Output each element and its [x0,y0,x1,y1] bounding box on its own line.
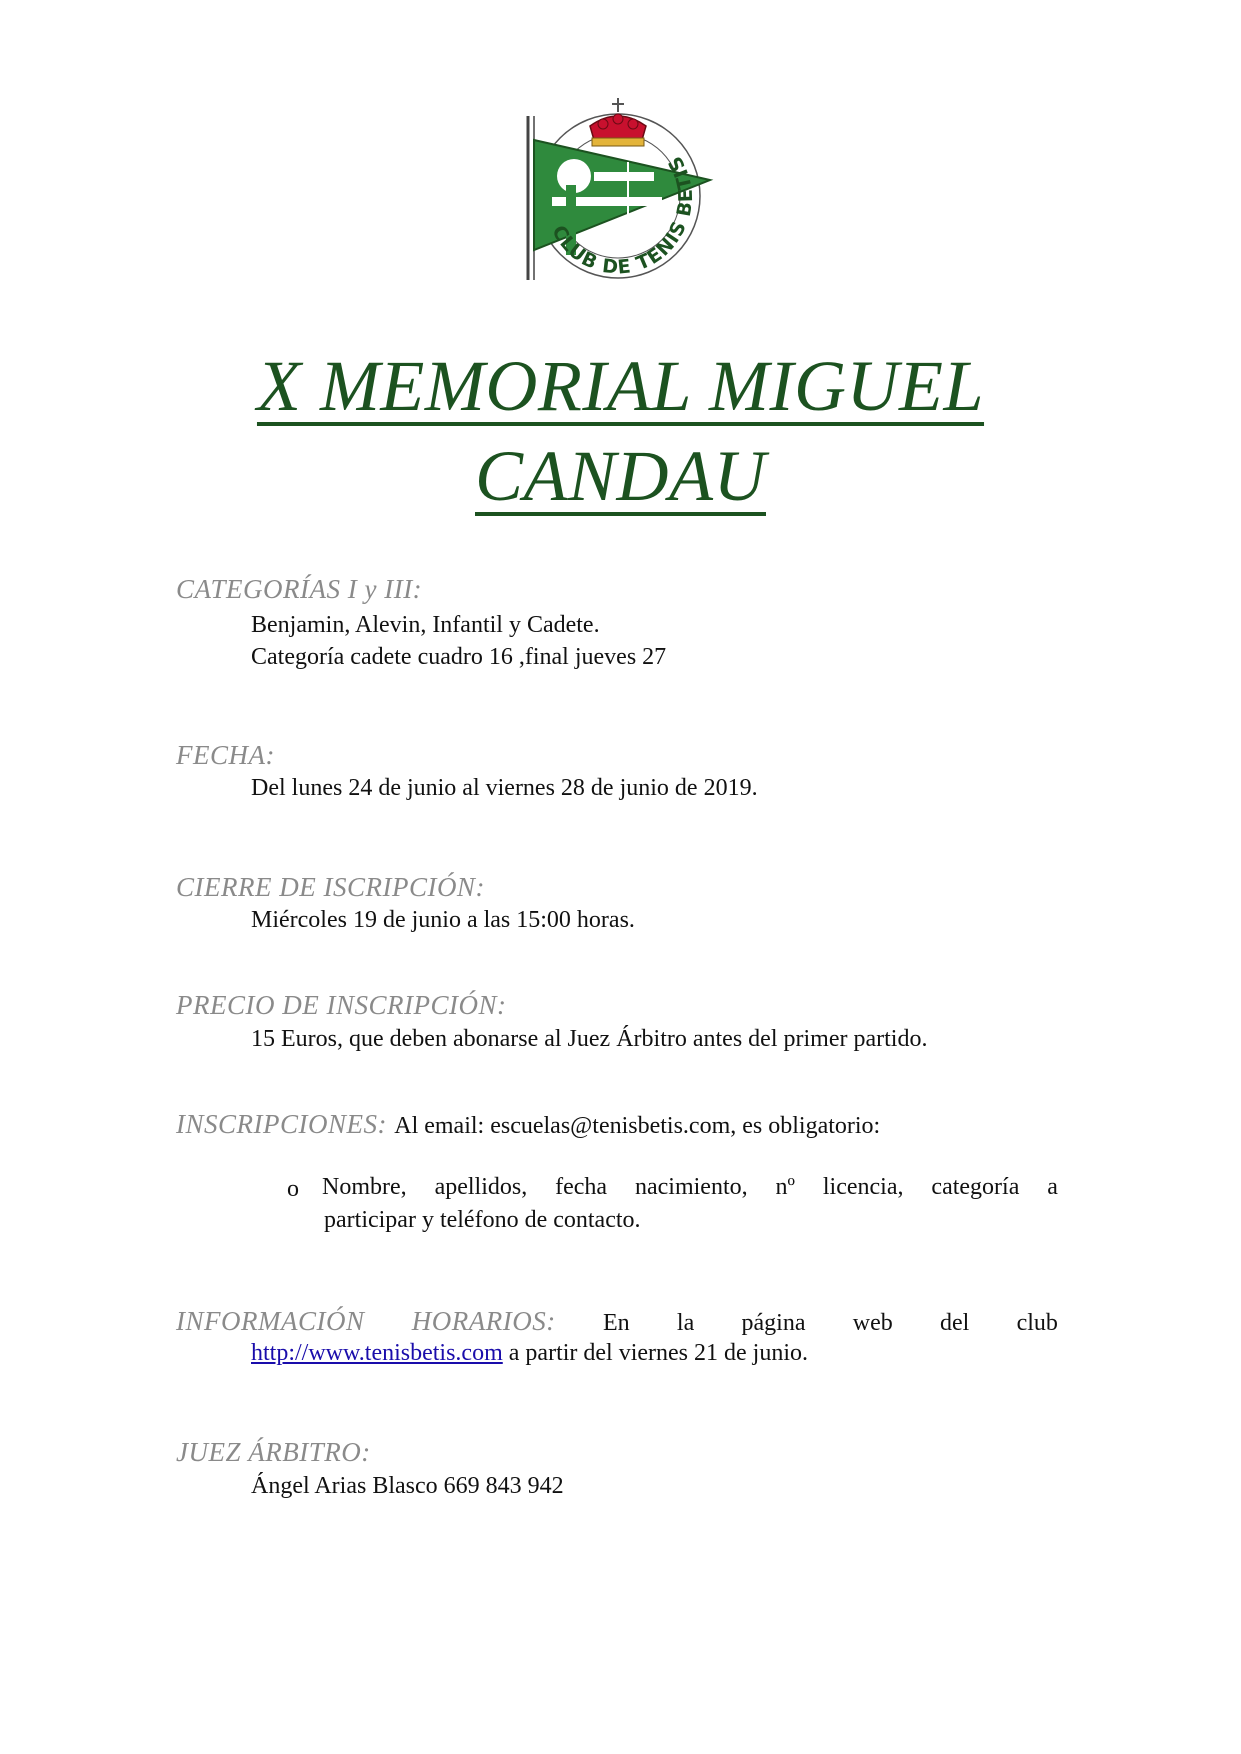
horarios-word: página [741,1310,806,1336]
inscripciones-label-text: INSCRIPCIONES: [176,1109,387,1139]
bullet-line-1 [322,1174,1058,1201]
bullet-line-2: participar y teléfono de contacto. [324,1207,641,1233]
title-line-1: X MEMORIAL MIGUEL [256,346,985,426]
bullet-word: licencia, [822,1174,904,1200]
precio-label: PRECIO DE INSCRIPCIÓN: [176,990,507,1020]
bullet-word: categoría [931,1174,1020,1200]
horarios-line-2 [251,1340,808,1367]
juez-text: Ángel Arias Blasco 669 843 942 [251,1473,564,1499]
horarios-word: del [940,1310,970,1336]
fecha-text: Del lunes 24 de junio al viernes 28 de junio de 2019. [251,775,758,801]
club-website-link[interactable]: http://www.tenisbetis.com [251,1340,503,1366]
categorias-line-1: Benjamin, Alevin, Infantil y Cadete. [251,612,600,638]
bullet-word: Nombre, [322,1174,407,1200]
club-logo [508,80,724,286]
horarios-line-2-rest: a partir del viernes 21 de junio. [508,1340,809,1366]
crown-icon [590,98,646,146]
bullet-marker: o [287,1176,299,1202]
fecha-label: FECHA: [176,740,275,770]
cierre-label: CIERRE DE ISCRIPCIÓN: [176,872,485,902]
bullet-word: nº [775,1174,795,1200]
bullet-word: nacimiento, [634,1174,748,1200]
bullet-word: fecha [555,1174,608,1200]
inscripciones-text: Al email: escuelas@tenisbetis.com, es obligatorio: [394,1113,881,1139]
title-line-2: CANDAU [475,436,766,516]
svg-text:CLUB DE TENIS BETIS: CLUB DE TENIS BETIS [547,151,698,279]
precio-text: 15 Euros, que deben abonarse al Juez Árbitro antes del primer partido. [251,1026,928,1052]
horarios-word: club [1016,1310,1058,1336]
horarios-label-word: INFORMACIÓN [176,1306,365,1336]
cierre-text: Miércoles 19 de junio a las 15:00 horas. [251,907,635,933]
categorias-line-2: Categoría cadete cuadro 16 ,final jueves 27 [251,644,667,670]
horarios-word: la [676,1310,695,1336]
inscripciones-label [176,1109,880,1140]
horarios-line-1 [176,1306,1058,1337]
bullet-word: a [1047,1174,1058,1200]
juez-label: JUEZ ÁRBITRO: [176,1437,371,1467]
horarios-label-word: HORARIOS: [411,1306,556,1336]
horarios-word: En [602,1310,630,1336]
categorias-label: CATEGORÍAS I y III: [176,574,423,604]
horarios-word: web [852,1310,893,1336]
bullet-word: apellidos, [434,1174,528,1200]
